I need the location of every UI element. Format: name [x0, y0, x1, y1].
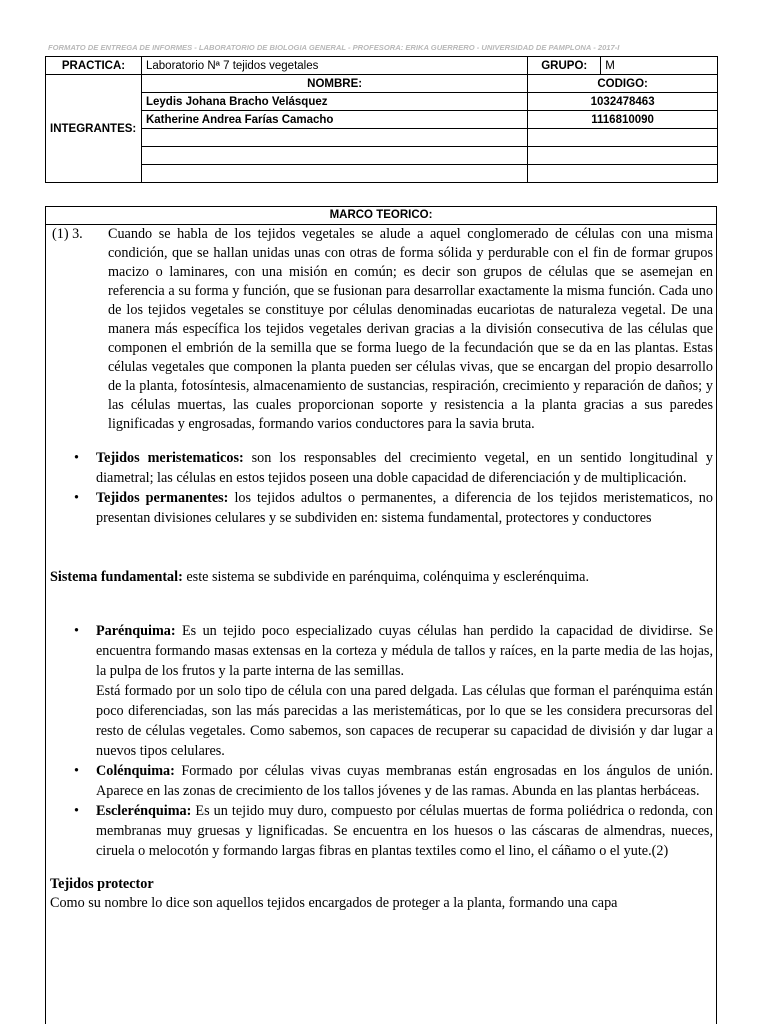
tissue-types-list [50, 448, 713, 528]
intro-text: Cuando se habla de los tejidos vegetales se alude a aquel conglomerado de células con una misma condición, que se hallan unidas unas con otras de forma sólida y perdurable con el fin de formar grupos macizo o laminares, con una misión en común; es decir son grupos de células que se asemejan en referencia a su forma y función, que se fusionan para desarrollar exactamente la misma función. Cada uno de los tejidos vegetales se constituye por células denominadas eucariotas de naturaleza vegetal. De una manera más específica los tejidos vegetales derivan gracias a la división consecutiva de las células que componen el embrión de la semilla que se forma luego de la fecundación que se da en las plantas. Estas células vegetales que componen la planta pueden ser células vivas, que se encargan del propio desarrollo de la planta, fotosíntesis, almacenamiento de sustancias, respiración, crecimiento y reparación de daños; y las células muertas, las cuales proporcionan soporte y resistencia a la planta gracias a sus paredes lignificadas y engrosadas, formando varios conductores para la savia bruta. [108, 226, 713, 432]
member-code [528, 129, 718, 147]
item-term: Tejidos meristematicos: [96, 450, 244, 466]
member-code [528, 147, 718, 165]
member-code [528, 165, 718, 183]
fundamental-paragraph [50, 568, 713, 587]
fundamental-term: Sistema fundamental: [50, 569, 183, 585]
protector-text: Como su nombre lo dice son aquellos tejidos encargados de proteger a la planta, formando una capa [50, 895, 618, 911]
grupo-label: GRUPO: [528, 57, 601, 75]
item-term: Tejidos permanentes: [96, 490, 229, 506]
header-row [46, 75, 718, 93]
integrantes-label: INTEGRANTES: [46, 75, 142, 183]
item-text: son los responsables del crecimiento vegetal, en un sentido longitudinal y diametral; las células en estos tejidos poseen una doble capacidad de diferenciación y de multiplicación. [96, 450, 713, 486]
practica-row [46, 57, 718, 75]
item-text: Formado por células vivas cuyas membranas están engrosadas en los ángulos de unión. Aparece en las zonas de crecimiento de los tallos jóvenes y de las ramas. Abunda en las plantas herbáceas. [96, 763, 713, 799]
report-info-table [45, 56, 718, 183]
nombre-header: NOMBRE: [141, 75, 527, 93]
member-row [46, 165, 718, 183]
item-text: los tejidos adultos o permanentes, a diferencia de los tejidos meristematicos, no presentan divisiones celulares y se subdividen en: sistema fundamental, protectores y conductores [96, 490, 713, 526]
grupo-value: M [601, 57, 718, 75]
item-term: Esclerénquima: [96, 803, 192, 819]
member-name [141, 147, 527, 165]
theory-title: MARCO TEORICO: [46, 207, 716, 225]
item-text: Es un tejido muy duro, compuesto por células muertas de forma poliédrica o redonda, con membranas muy gruesas y lignificadas. Se encuentra en los huesos o las cáscaras de almendras, nueces, ciruela o melocotón y formando largas fibras en plantas textiles como el lino, el cáñamo o el yute.(2) [96, 803, 713, 859]
bullet-icon: • [74, 450, 79, 466]
intro-number: (1) 3. [52, 226, 83, 242]
list-item [50, 761, 713, 801]
document-header-note: FORMATO DE ENTREGA DE INFORMES - LABORATORIO DE BIOLOGIA GENERAL - PROFESORA: ERIKA GUERRERO - UNIVERSIDAD DE PAMPLONA - 2017-I [48, 43, 620, 52]
bullet-icon: • [74, 763, 79, 779]
list-item [50, 621, 713, 761]
bullet-icon: • [74, 490, 79, 506]
item-text: Es un tejido poco especializado cuyas células han perdido la capacidad de dividirse. Se encuentra formando masas extensas en la corteza y médula de tallos y raíces, en la parte media de las hojas, la pulpa de los frutos y la parte interna de las semillas. [96, 623, 713, 679]
member-code: 1116810090 [528, 111, 718, 129]
item-term: Colénquima: [96, 763, 175, 779]
list-item [50, 488, 713, 528]
bullet-icon: • [74, 623, 79, 639]
item-term: Parénquima: [96, 623, 176, 639]
practica-label: PRACTICA: [46, 57, 142, 75]
fundamental-text: este sistema se subdivide en parénquima, colénquima y esclerénquima. [182, 569, 590, 585]
codigo-header: CODIGO: [528, 75, 718, 93]
member-code: 1032478463 [528, 93, 718, 111]
list-item [50, 448, 713, 488]
member-row [46, 147, 718, 165]
member-row [46, 93, 718, 111]
member-row [46, 111, 718, 129]
theory-section [45, 206, 717, 1024]
member-name [141, 165, 527, 183]
item-extra-text: Está formado por un solo tipo de célula con una pared delgada. Las células que forman el parénquima están poco diferenciadas, son las más parecidas a las meristemáticas, por lo que se les considera precursoras del resto de células vegetales. Como sabemos, son capaces de recuperar su capacidad de división y dar lugar a nuevos tipos celulares. [96, 683, 713, 759]
member-name: Leydis Johana Bracho Velásquez [141, 93, 527, 111]
theory-content [46, 225, 716, 913]
member-name: Katherine Andrea Farías Camacho [141, 111, 527, 129]
fundamental-items-list [50, 621, 713, 861]
bullet-icon: • [74, 803, 79, 819]
member-row [46, 129, 718, 147]
practica-value: Laboratorio Nª 7 tejidos vegetales [141, 57, 527, 75]
protector-heading: Tejidos protector [50, 876, 154, 892]
member-name [141, 129, 527, 147]
intro-paragraph [50, 225, 713, 434]
list-item [50, 801, 713, 861]
